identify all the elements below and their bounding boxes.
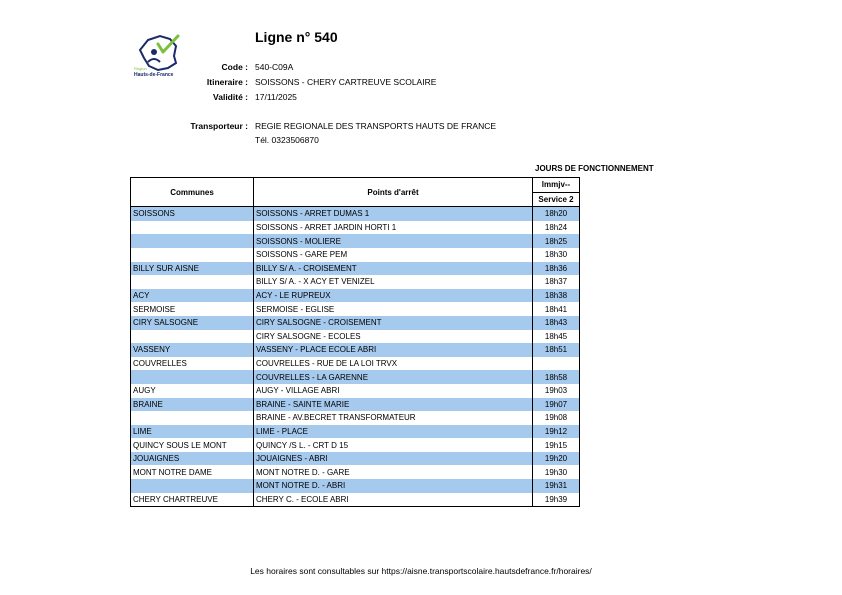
- commune-cell: LIME: [131, 425, 254, 439]
- stop-cell: CIRY SALSOGNE - CROISEMENT: [254, 316, 533, 330]
- jours-fonctionnement-label: JOURS DE FONCTIONNEMENT: [535, 164, 654, 173]
- commune-cell: QUINCY SOUS LE MONT: [131, 438, 254, 452]
- commune-cell: [131, 330, 254, 344]
- code-label: Code :: [221, 62, 248, 72]
- time-cell: 18h37: [533, 275, 580, 289]
- validite-label: Validité :: [213, 92, 248, 102]
- commune-cell: [131, 221, 254, 235]
- time-cell: 19h03: [533, 384, 580, 398]
- time-cell: 18h45: [533, 330, 580, 344]
- time-cell: 19h31: [533, 479, 580, 493]
- table-row: [131, 316, 580, 330]
- stop-cell: QUINCY /S L. - CRT D 15: [254, 438, 533, 452]
- commune-cell: [131, 248, 254, 262]
- table-row: [131, 438, 580, 452]
- table-row: [131, 248, 580, 262]
- stop-cell: BILLY S/ A. - X ACY ET VENIZEL: [254, 275, 533, 289]
- itineraire-value: SOISSONS - CHERY CARTREUVE SCOLAIRE: [255, 77, 437, 87]
- commune-cell: SOISSONS: [131, 207, 254, 221]
- stop-cell: SOISSONS - ARRET JARDIN HORTI 1: [254, 221, 533, 235]
- region-logo-text: Région Hauts-de-France: [134, 66, 174, 78]
- timetable-body: [131, 207, 580, 507]
- commune-cell: [131, 370, 254, 384]
- time-cell: [533, 357, 580, 371]
- table-row: [131, 479, 580, 493]
- code-value: 540-C09A: [255, 62, 294, 72]
- time-cell: 18h24: [533, 221, 580, 235]
- stop-cell: SOISSONS - MOLIERE: [254, 234, 533, 248]
- page-title: Ligne n° 540: [255, 29, 338, 45]
- table-row: [131, 357, 580, 371]
- table-row: [131, 262, 580, 276]
- transporteur-name: REGIE REGIONALE DES TRANSPORTS HAUTS DE FRANCE: [255, 121, 497, 131]
- commune-cell: SERMOISE: [131, 302, 254, 316]
- stop-cell: ACY - LE RUPREUX: [254, 289, 533, 303]
- table-row: [131, 330, 580, 344]
- table-row: [131, 452, 580, 466]
- commune-cell: ACY: [131, 289, 254, 303]
- transporteur-block: [0, 119, 842, 151]
- table-row: [131, 411, 580, 425]
- commune-cell: MONT NOTRE DAME: [131, 465, 254, 479]
- table-row: [131, 221, 580, 235]
- table-row: [131, 343, 580, 357]
- stop-cell: JOUAIGNES - ABRI: [254, 452, 533, 466]
- table-row: [131, 234, 580, 248]
- validite-value: 17/11/2025: [255, 92, 297, 102]
- stop-cell: LIME - PLACE: [254, 425, 533, 439]
- commune-cell: JOUAIGNES: [131, 452, 254, 466]
- service-header: Service 2: [533, 192, 580, 207]
- days-header: lmmjv--: [533, 178, 580, 193]
- commune-cell: CHERY CHARTREUVE: [131, 493, 254, 507]
- table-row: [131, 289, 580, 303]
- time-cell: 19h15: [533, 438, 580, 452]
- time-cell: 19h08: [533, 411, 580, 425]
- time-cell: 18h43: [533, 316, 580, 330]
- time-cell: 19h12: [533, 425, 580, 439]
- table-row: [131, 425, 580, 439]
- commune-cell: VASSENY: [131, 343, 254, 357]
- stop-cell: COUVRELLES - RUE DE LA LOI TRVX: [254, 357, 533, 371]
- stop-cell: MONT NOTRE D. - ABRI: [254, 479, 533, 493]
- stop-cell: AUGY - VILLAGE ABRI: [254, 384, 533, 398]
- table-row: [131, 398, 580, 412]
- col-points-header: Points d'arrêt: [254, 178, 533, 207]
- time-cell: 19h07: [533, 398, 580, 412]
- time-cell: 19h39: [533, 493, 580, 507]
- footer-note: Les horaires sont consultables sur https://aisne.transportscolaire.hautsdefrance.fr/horaires/: [250, 566, 592, 576]
- commune-cell: BILLY SUR AISNE: [131, 262, 254, 276]
- stop-cell: BILLY S/ A. - CROISEMENT: [254, 262, 533, 276]
- stop-cell: MONT NOTRE D. - GARE: [254, 465, 533, 479]
- stop-cell: BRAINE - AV.BECRET TRANSFORMATEUR: [254, 411, 533, 425]
- stop-cell: CHERY C. - ECOLE ABRI: [254, 493, 533, 507]
- stop-cell: SERMOISE - EGLISE: [254, 302, 533, 316]
- table-row: [131, 370, 580, 384]
- time-cell: 19h30: [533, 465, 580, 479]
- table-row: [131, 493, 580, 507]
- commune-cell: BRAINE: [131, 398, 254, 412]
- commune-cell: CIRY SALSOGNE: [131, 316, 254, 330]
- time-cell: 18h36: [533, 262, 580, 276]
- stop-cell: SOISSONS - ARRET DUMAS 1: [254, 207, 533, 221]
- timetable: [130, 177, 580, 507]
- commune-cell: AUGY: [131, 384, 254, 398]
- itineraire-label: Itineraire :: [206, 77, 248, 87]
- commune-cell: [131, 411, 254, 425]
- commune-cell: [131, 234, 254, 248]
- transporteur-tel: Tél. 0323506870: [255, 135, 319, 145]
- stop-cell: SOISSONS - GARE PEM: [254, 248, 533, 262]
- line-meta: [0, 60, 842, 110]
- commune-cell: [131, 275, 254, 289]
- stop-cell: VASSENY - PLACE ECOLE ABRI: [254, 343, 533, 357]
- table-row: [131, 207, 580, 221]
- transporteur-label: Transporteur :: [190, 121, 248, 131]
- time-cell: 18h30: [533, 248, 580, 262]
- table-row: [131, 465, 580, 479]
- stop-cell: COUVRELLES - LA GARENNE: [254, 370, 533, 384]
- stop-cell: CIRY SALSOGNE - ECOLES: [254, 330, 533, 344]
- table-row: [131, 275, 580, 289]
- table-row: [131, 302, 580, 316]
- commune-cell: COUVRELLES: [131, 357, 254, 371]
- time-cell: 19h20: [533, 452, 580, 466]
- time-cell: 18h51: [533, 343, 580, 357]
- stop-cell: BRAINE - SAINTE MARIE: [254, 398, 533, 412]
- commune-cell: [131, 479, 254, 493]
- time-cell: 18h25: [533, 234, 580, 248]
- time-cell: 18h20: [533, 207, 580, 221]
- time-cell: 18h38: [533, 289, 580, 303]
- table-row: [131, 384, 580, 398]
- time-cell: 18h58: [533, 370, 580, 384]
- col-communes-header: Communes: [131, 178, 254, 207]
- time-cell: 18h41: [533, 302, 580, 316]
